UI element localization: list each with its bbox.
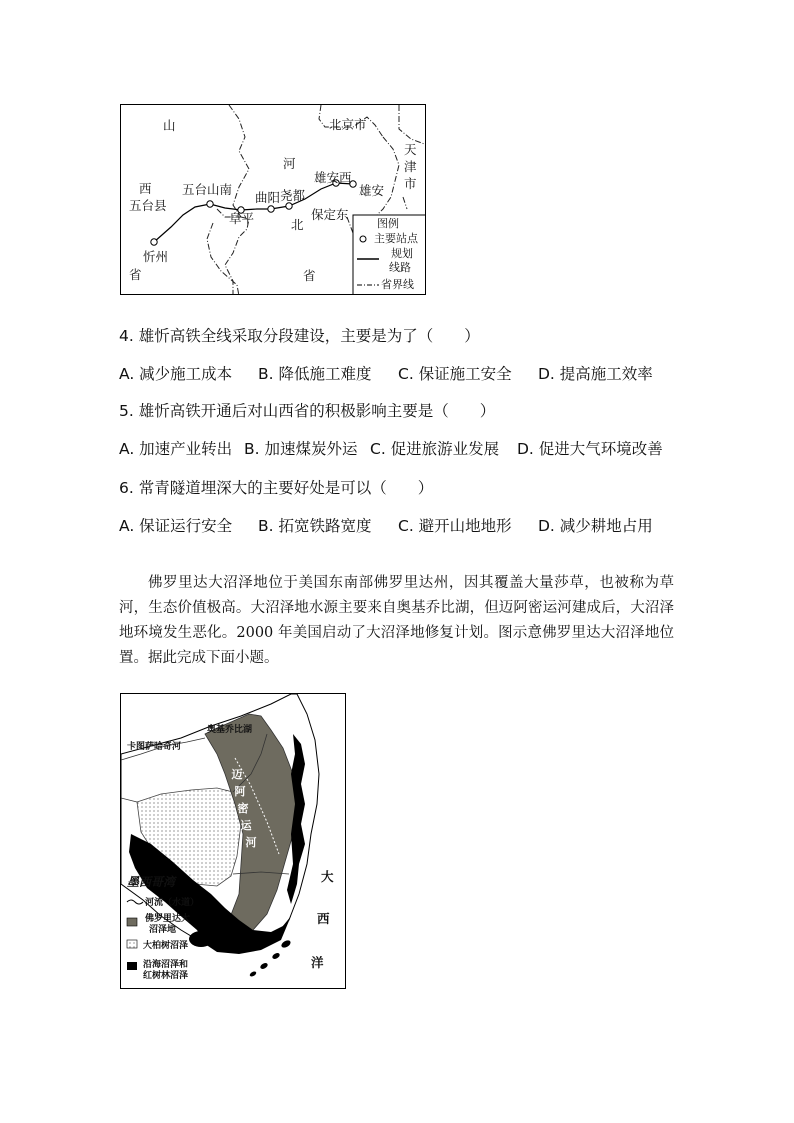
q5-option-a: A. 加速产业转出 — [119, 440, 233, 458]
label-xionganxi: 雄安西 — [314, 170, 352, 185]
passage — [119, 571, 674, 671]
passage-text: 佛罗里达大沼泽地位于美国东南部佛罗里达州，因其覆盖大量莎草，也被称为草河，生态价值极高。大沼泽地水源主要来自奥基乔比湖，但迈阿密运河建成后，大沼泽地环境发生恶化。2000 年美国启动了大沼泽地修复计划。图示意佛罗里达大沼泽地位置。据此完成下面小题。 — [119, 575, 674, 666]
q4-option-b: B. 降低施工难度 — [258, 365, 372, 383]
label-tianjin-3: 市 — [404, 176, 417, 191]
label-canal-2: 阿 — [234, 785, 246, 798]
legend-station: 主要站点 — [374, 232, 418, 245]
label-canal-5: 河 — [245, 836, 257, 849]
q6-option-c: C. 避开山地地形 — [398, 517, 512, 535]
q6-option-b: B. 拓宽铁路宽度 — [258, 517, 372, 535]
label-sheng-left: 省 — [129, 267, 142, 282]
label-wutaishannan: 五台山南 — [182, 182, 233, 197]
label-yaodu: 尧都 — [280, 188, 306, 203]
q6-option-a: A. 保证运行安全 — [119, 517, 233, 535]
label-xinzhou: 忻州 — [143, 249, 169, 264]
legend-coastal-1: 沿海沼泽和 — [143, 960, 189, 970]
q5-option-c: C. 促进旅游业发展 — [370, 440, 500, 458]
legend-coastal-2: 红树林沼泽 — [143, 971, 189, 981]
q5-option-b: B. 加速煤炭外运 — [244, 440, 358, 458]
label-tianjin-2: 津 — [404, 159, 417, 174]
label-sheng-right: 省 — [303, 268, 316, 283]
label-caloosahatchee: 卡图萨哈奇河 — [127, 742, 182, 752]
label-tianjin-1: 天 — [404, 142, 417, 157]
label-beijing: 北京市 — [329, 117, 367, 132]
label-baodingdong: 保定东 — [311, 207, 349, 222]
label-gulf: 墨西哥湾 — [127, 875, 176, 889]
label-canal-3: 密 — [237, 802, 249, 815]
label-atlantic-3: 洋 — [311, 955, 324, 970]
label-xiongan: 雄安 — [359, 183, 385, 198]
q4-option-d: D. 提高施工效率 — [538, 365, 653, 383]
label-atlantic-2: 西 — [317, 911, 330, 926]
question-4-stem: 4. 雄忻高铁全线采取分段建设，主要是为了（ ） — [119, 327, 480, 345]
label-fuping: 阜平 — [229, 211, 255, 226]
label-bei: 北 — [291, 217, 304, 232]
legend-everglades-2: 沼泽地 — [149, 925, 177, 935]
legend-border: 省界线 — [381, 278, 414, 291]
label-xi: 西 — [139, 181, 152, 196]
question-5-stem: 5. 雄忻高铁开通后对山西省的积极影响主要是（ ） — [119, 402, 496, 420]
legend-cypress: 大柏树沼泽 — [143, 941, 189, 951]
railway-map — [120, 104, 426, 295]
label-canal-1: 迈 — [231, 768, 243, 781]
everglades-map — [120, 693, 346, 989]
label-canal-4: 运 — [240, 819, 252, 832]
q4-option-a: A. 减少施工成本 — [119, 365, 233, 383]
legend-line-2: 线路 — [389, 261, 411, 274]
label-okeechobee: 奥基乔比湖 — [207, 725, 253, 735]
q6-option-d: D. 减少耕地占用 — [538, 517, 653, 535]
legend-everglades-1: 佛罗里达大 — [145, 914, 191, 924]
label-atlantic-1: 大 — [321, 869, 334, 884]
label-shan: 山 — [163, 118, 176, 133]
label-wutaixian: 五台县 — [129, 198, 167, 213]
q5-option-d: D. 促进大气环境改善 — [517, 440, 663, 458]
question-6-stem: 6. 常青隧道埋深大的主要好处是可以（ ） — [119, 479, 434, 497]
q4-option-c: C. 保证施工安全 — [398, 365, 512, 383]
legend-river: 河流（水道） — [145, 898, 200, 908]
label-quyang: 曲阳 — [255, 190, 281, 205]
legend-line-1: 规划 — [391, 247, 413, 260]
legend-title: 图例 — [377, 217, 399, 230]
label-he: 河 — [283, 156, 296, 171]
